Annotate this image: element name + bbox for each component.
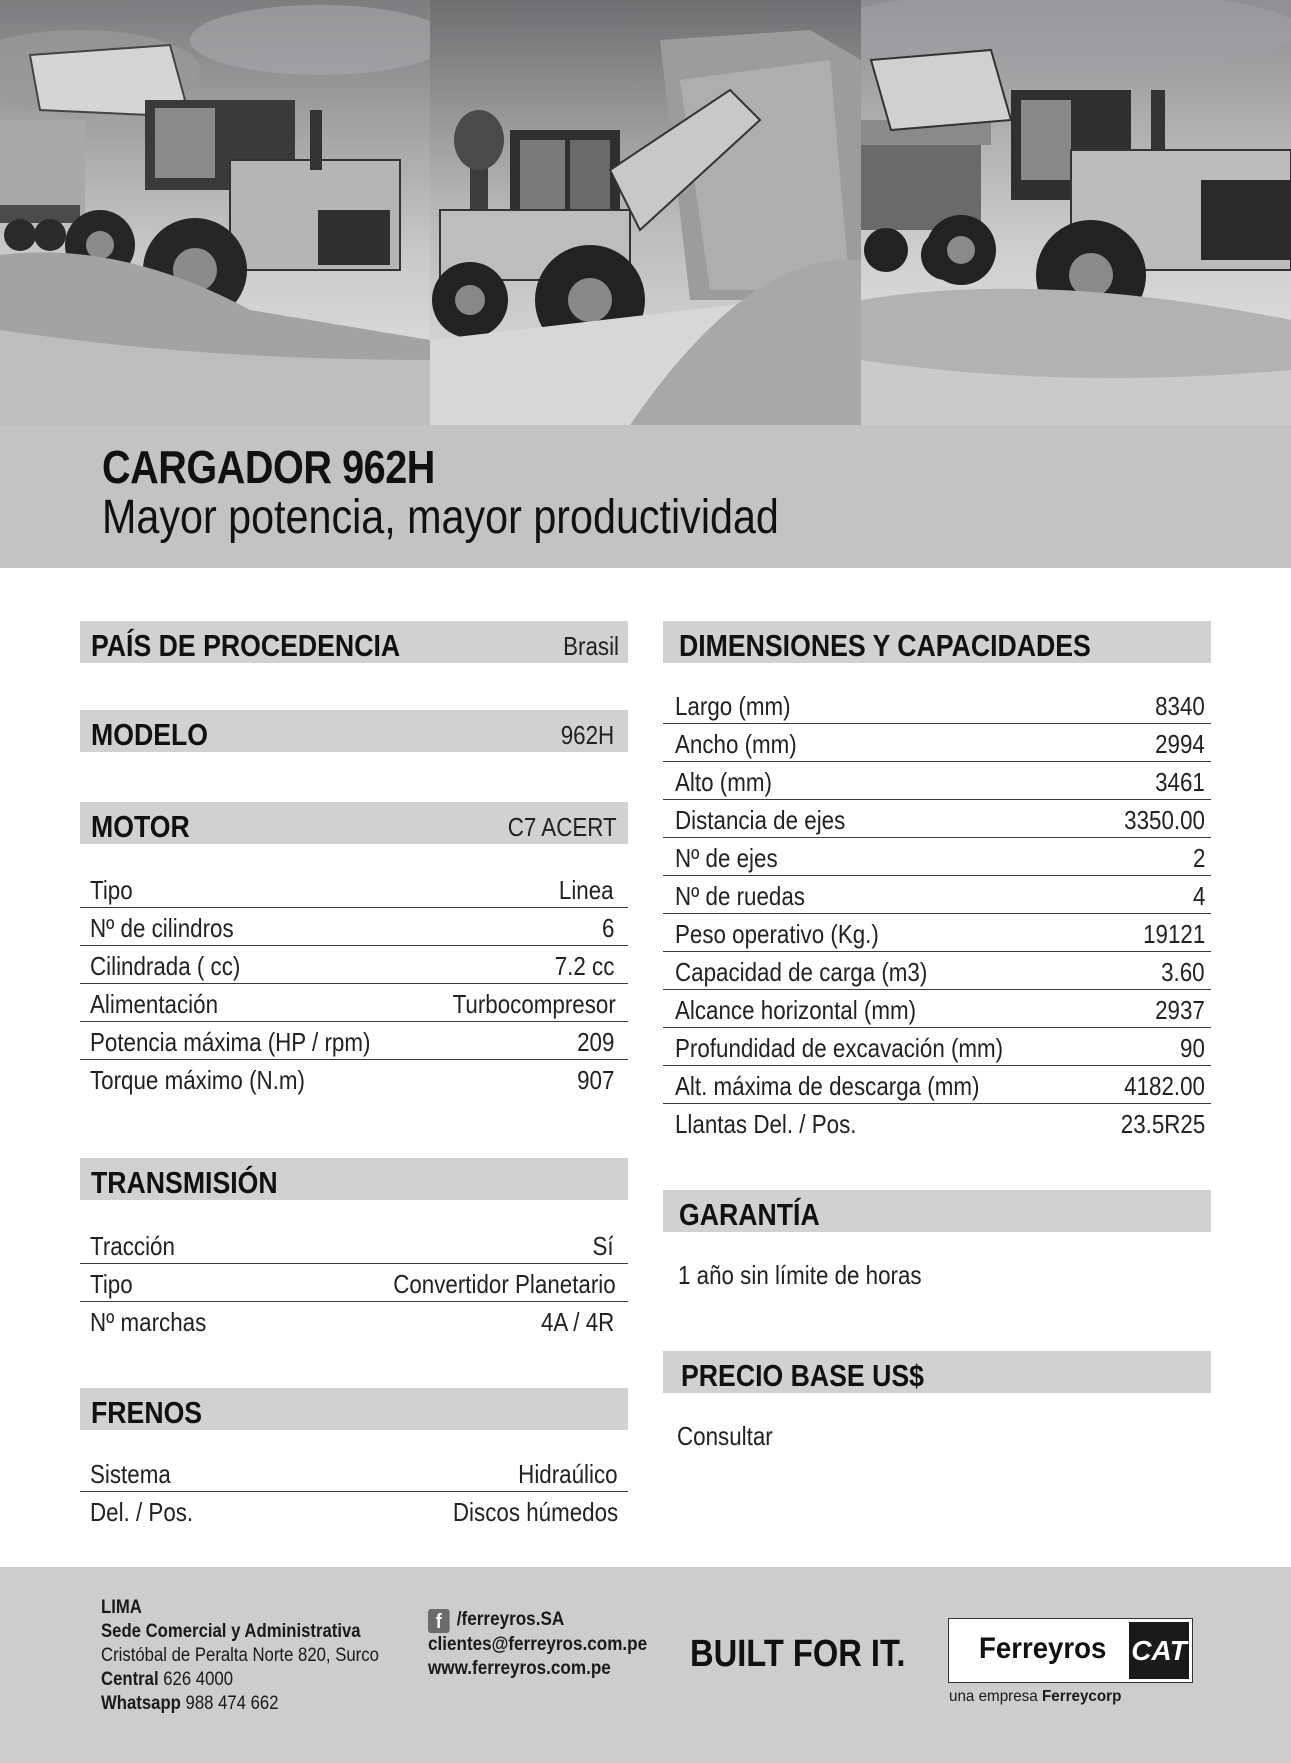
row-value: Linea	[559, 875, 614, 905]
table-row	[663, 876, 1211, 914]
row-label: Tracción	[90, 1231, 175, 1261]
table-row	[663, 1028, 1211, 1066]
footer-address-block	[101, 1596, 379, 1716]
row-value: 7.2 cc	[554, 951, 614, 981]
header-photo-strip	[0, 0, 1291, 425]
row-value: 3350.00	[1124, 805, 1205, 835]
facebook-link[interactable]: /ferreyros.SA	[456, 1609, 565, 1630]
row-value: 19121	[1142, 919, 1205, 949]
row-label: Nº marchas	[90, 1307, 207, 1337]
table-row	[80, 1302, 628, 1340]
row-label: Sistema	[90, 1459, 171, 1489]
table-row	[80, 908, 628, 946]
footer-office: Sede Comercial y Administrativa	[101, 1621, 361, 1642]
ferreyros-cat-logo	[948, 1618, 1193, 1683]
section-transmision	[80, 1158, 628, 1200]
row-label: Torque máximo (N.m)	[90, 1065, 305, 1095]
row-value: Discos húmedos	[452, 1497, 618, 1527]
table-row	[80, 1060, 628, 1098]
row-label: Largo (mm)	[675, 691, 791, 721]
table-row	[80, 1022, 628, 1060]
section-precio	[663, 1351, 1211, 1393]
footer-central-label: Central	[101, 1669, 159, 1690]
row-value: Convertidor Planetario	[393, 1269, 616, 1299]
footer-whatsapp-label: Whatsapp	[101, 1693, 181, 1714]
garantia-text: 1 año sin límite de horas	[678, 1260, 922, 1290]
row-value: 4A / 4R	[540, 1307, 614, 1337]
section-title: MODELO	[91, 717, 209, 752]
row-label: Ancho (mm)	[675, 729, 797, 759]
row-label: Nº de ruedas	[675, 881, 805, 911]
row-label: Llantas Del. / Pos.	[675, 1109, 857, 1139]
row-label: Tipo	[90, 1269, 133, 1299]
section-title: DIMENSIONES Y CAPACIDADES	[679, 628, 1091, 663]
table-row	[80, 1226, 628, 1264]
table-row	[663, 762, 1211, 800]
tagline-prefix: una empresa	[949, 1688, 1038, 1705]
table-row	[663, 838, 1211, 876]
table-row	[80, 1264, 628, 1302]
section-motor	[80, 802, 628, 844]
facebook-icon: f	[428, 1609, 450, 1633]
row-value: 209	[576, 1027, 614, 1057]
section-value: C7 ACERT	[508, 812, 617, 842]
section-value: 962H	[560, 720, 614, 750]
row-value: 3461	[1155, 767, 1205, 797]
row-label: Alt. máxima de descarga (mm)	[675, 1071, 980, 1101]
table-row	[663, 800, 1211, 838]
row-value: 2994	[1155, 729, 1205, 759]
loader-photo-2	[430, 0, 861, 425]
section-title: GARANTÍA	[679, 1197, 820, 1232]
row-label: Tipo	[90, 875, 133, 905]
cat-logo: CAT	[1129, 1622, 1189, 1679]
row-label: Distancia de ejes	[675, 805, 846, 835]
website-link[interactable]: www.ferreyros.com.pe	[428, 1658, 611, 1679]
footer-address: Cristóbal de Peralta Norte 820, Surco	[101, 1645, 379, 1666]
section-garantia	[663, 1190, 1211, 1232]
row-value: Sí	[592, 1231, 614, 1261]
tagline-brand: Ferreycorp	[1041, 1688, 1122, 1705]
footer-city: LIMA	[101, 1597, 142, 1618]
table-row	[663, 914, 1211, 952]
row-value: 2	[1192, 843, 1205, 873]
section-pais	[80, 621, 628, 663]
row-value: 90	[1180, 1033, 1205, 1063]
row-label: Alimentación	[90, 989, 219, 1019]
row-label: Capacidad de carga (m3)	[675, 957, 928, 987]
loader-photo-3	[861, 0, 1291, 425]
table-row	[663, 686, 1211, 724]
section-modelo	[80, 710, 628, 752]
table-row	[663, 990, 1211, 1028]
precio-text: Consultar	[677, 1421, 773, 1451]
section-title: MOTOR	[91, 809, 190, 844]
email-link[interactable]: clientes@ferreyros.com.pe	[428, 1634, 648, 1655]
row-label: Nº de cilindros	[90, 913, 234, 943]
table-row	[663, 1104, 1211, 1142]
section-title: TRANSMISIÓN	[91, 1165, 278, 1200]
row-label: Cilindrada ( cc)	[90, 951, 241, 981]
row-value: 8340	[1155, 691, 1205, 721]
table-row	[80, 984, 628, 1022]
table-row	[80, 1454, 628, 1492]
row-label: Del. / Pos.	[90, 1497, 194, 1527]
row-value: 3.60	[1161, 957, 1205, 987]
row-value: 2937	[1155, 995, 1205, 1025]
table-row	[663, 724, 1211, 762]
table-row	[663, 952, 1211, 990]
transmision-table	[80, 1226, 628, 1340]
row-value: Turbocompresor	[452, 989, 616, 1019]
row-value: 23.5R25	[1120, 1109, 1205, 1139]
footer-central-number: 626 4000	[163, 1669, 233, 1690]
section-value: Brasil	[563, 631, 619, 661]
section-frenos	[80, 1388, 628, 1430]
row-label: Alto (mm)	[675, 767, 772, 797]
slogan: BUILT FOR IT.	[690, 1633, 906, 1675]
row-label: Profundidad de excavación (mm)	[675, 1033, 1004, 1063]
row-value: 4182.00	[1124, 1071, 1205, 1101]
product-title: CARGADOR 962H	[102, 441, 435, 493]
section-title: PRECIO BASE US$	[681, 1358, 924, 1393]
row-label: Potencia máxima (HP / rpm)	[90, 1027, 371, 1057]
footer-contact-block	[428, 1609, 648, 1681]
row-value: 907	[576, 1065, 614, 1095]
row-label: Peso operativo (Kg.)	[675, 919, 879, 949]
row-value: Hidraúlico	[518, 1459, 618, 1489]
section-title: PAÍS DE PROCEDENCIA	[91, 628, 401, 663]
footer-whatsapp-number: 988 474 662	[185, 1693, 279, 1714]
product-subtitle: Mayor potencia, mayor productividad	[102, 491, 779, 544]
dimensiones-table	[663, 686, 1211, 1142]
row-label: Alcance horizontal (mm)	[675, 995, 917, 1025]
section-title: FRENOS	[91, 1395, 203, 1430]
section-dimensiones	[663, 621, 1211, 663]
table-row	[663, 1066, 1211, 1104]
ferreycorp-tagline	[949, 1688, 1121, 1706]
table-row	[80, 946, 628, 984]
row-value: 6	[601, 913, 614, 943]
table-row	[80, 870, 628, 908]
loader-photo-1	[0, 0, 430, 425]
motor-table	[80, 870, 628, 1098]
row-value: 4	[1192, 881, 1205, 911]
row-label: Nº de ejes	[675, 843, 778, 873]
ferreyros-logo-text: Ferreyros	[979, 1632, 1107, 1665]
frenos-table	[80, 1454, 628, 1530]
table-row	[80, 1492, 628, 1530]
